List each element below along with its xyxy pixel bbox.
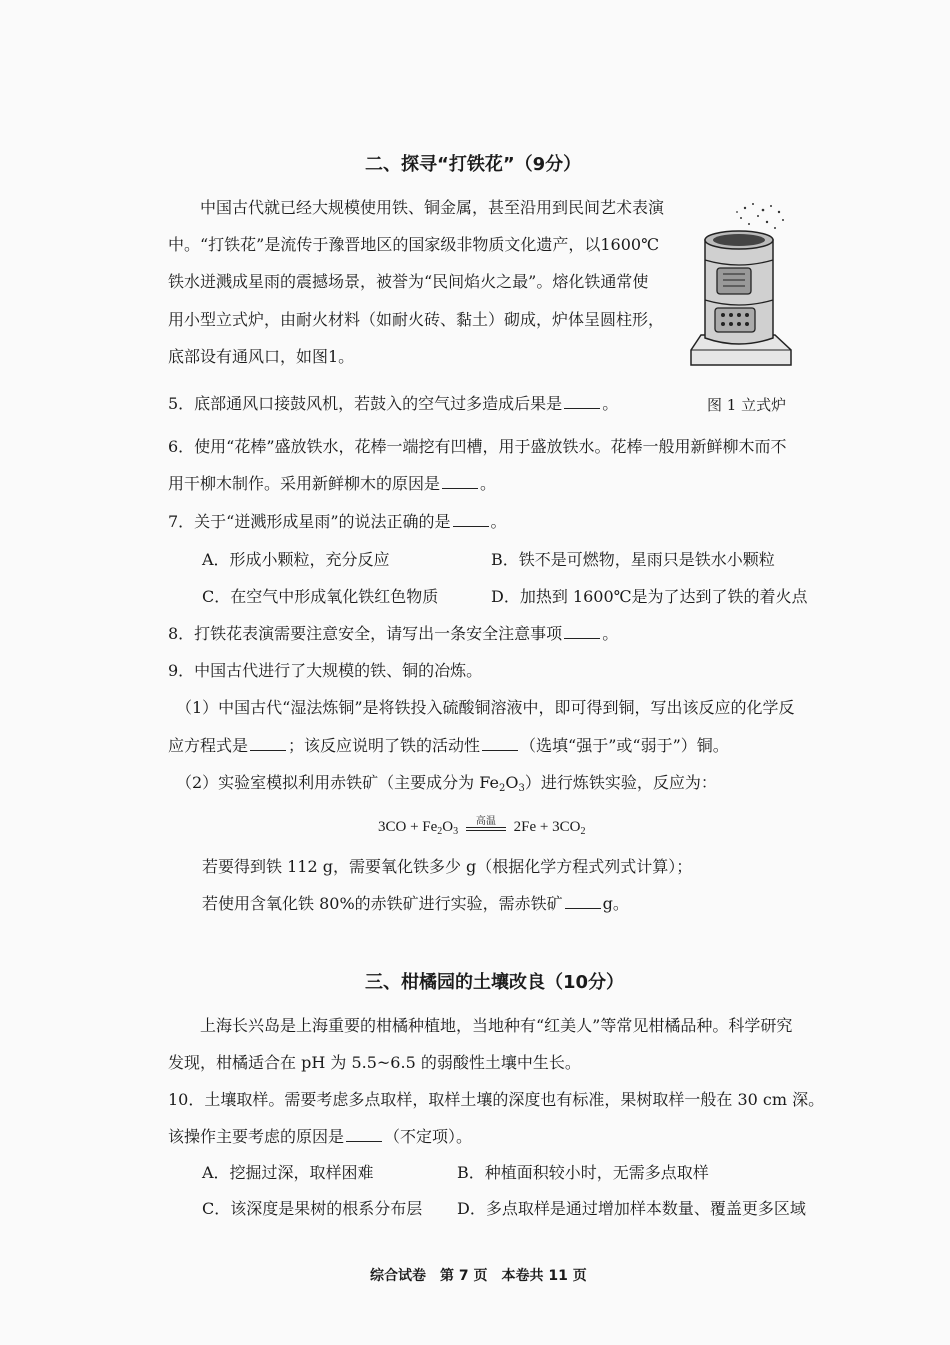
answer-blank[interactable] [564,624,600,639]
q10-option-c: C．该深度是果树的根系分布层 [202,1199,423,1218]
question-9-calc-2: 若使用含氧化铁 80%的赤铁矿进行实验，需赤铁矿 g。 [202,894,629,913]
q7-option-c: C．在空气中形成氧化铁红色物质 [202,587,439,606]
q10-option-b: B．种植面积较小时，无需多点取样 [457,1163,709,1182]
question-9-calc-1: 若要得到铁 112 g，需要氧化铁多少 g（根据化学方程式列式计算）； [202,857,693,876]
q7-option-b: B．铁不是可燃物，星雨只是铁水小颗粒 [491,550,775,569]
section3-title: 三、柑橘园的土壤改良（10分） [365,972,625,993]
answer-blank[interactable] [250,736,286,751]
question-9-1-line2: 应方程式是 ；该反应说明了铁的活动性 （选填“强于”或“弱于”）铜。 [168,736,729,755]
reaction-arrow [466,815,506,838]
q7-option-d: D．加热到 1600℃是为了达到了铁的着火点 [491,587,808,606]
figure-caption: 图 1 立式炉 [707,396,787,414]
section2-intro-line5: 底部设有通风口，如图1。 [168,347,355,366]
answer-blank[interactable] [565,894,601,909]
answer-blank[interactable] [564,394,600,409]
answer-blank[interactable] [453,512,489,527]
question-9: 9．中国古代进行了大规模的铁、铜的冶炼。 [168,661,483,680]
q7-option-a: A．形成小颗粒，充分反应 [202,550,390,569]
furnace-figure [683,200,803,375]
reaction-condition: 高温 [475,815,496,827]
section2-intro-line3: 铁水迸溅成星雨的震撼场景，被誉为“民间焰火之最”。熔化铁通常使 [168,272,649,291]
question-6-line1: 6．使用“花棒”盛放铁水，花棒一端挖有凹槽，用于盛放铁水。花棒一般用新鲜柳木而不 [168,437,787,456]
question-8: 8．打铁花表演需要注意安全，请写出一条安全注意事项 。 [168,624,619,643]
q10-option-a: A．挖掘过深，取样困难 [202,1163,374,1182]
question-6-line2: 用干柳木制作。采用新鲜柳木的原因是 。 [168,474,497,493]
section2-intro-line2: 中。“打铁花”是流传于豫晋地区的国家级非物质文化遗产，以1600℃ [168,235,659,254]
section3-intro-line1: 上海长兴岛是上海重要的柑橘种植地，当地种有“红美人”等常见柑橘品种。科学研究 [200,1016,793,1035]
section2-title: 二、探寻“打铁花”（9分） [365,154,582,175]
question-10-line1: 10．土壤取样。需要考虑多点取样，取样土壤的深度也有标准，果树取样一般在 30 cm 深。 [168,1090,825,1109]
question-5: 5．底部通风口接鼓风机，若鼓入的空气过多造成后果是 。 [168,394,619,413]
answer-blank[interactable] [346,1127,382,1142]
question-10-line2: 该操作主要考虑的原因是 （不定项）。 [168,1127,473,1146]
chemical-equation: $3CO + Fe_2O_3$ 高温 $2Fe + 3CO_2$ [378,817,585,838]
section3-intro-line2: 发现，柑橘适合在 pH 为 5.5~6.5 的弱酸性土壤中生长。 [168,1053,581,1072]
section2-intro-line4: 用小型立式炉，由耐火材料（如耐火砖、黏土）砌成，炉体呈圆柱形， [168,310,665,329]
question-9-1-line1: （1）中国古代“湿法炼铜”是将铁投入硫酸铜溶液中，即可得到铜，写出该反应的化学反 [176,698,795,717]
answer-blank[interactable] [442,474,478,489]
q10-option-d: D．多点取样是通过增加样本数量、覆盖更多区域 [457,1199,806,1218]
question-7: 7．关于“迸溅形成星雨”的说法正确的是 。 [168,512,507,531]
answer-blank[interactable] [482,736,518,751]
section2-intro-line1: 中国古代就已经大规模使用铁、铜金属，甚至沿用到民间艺术表演 [200,198,665,217]
page-footer: 综合试卷 第 7 页 本卷共 11 页 [370,1268,587,1284]
question-9-2: （2）实验室模拟利用赤铁矿（主要成分为 $Fe_2O_3$）进行炼铁实验，反应为： [176,773,717,794]
